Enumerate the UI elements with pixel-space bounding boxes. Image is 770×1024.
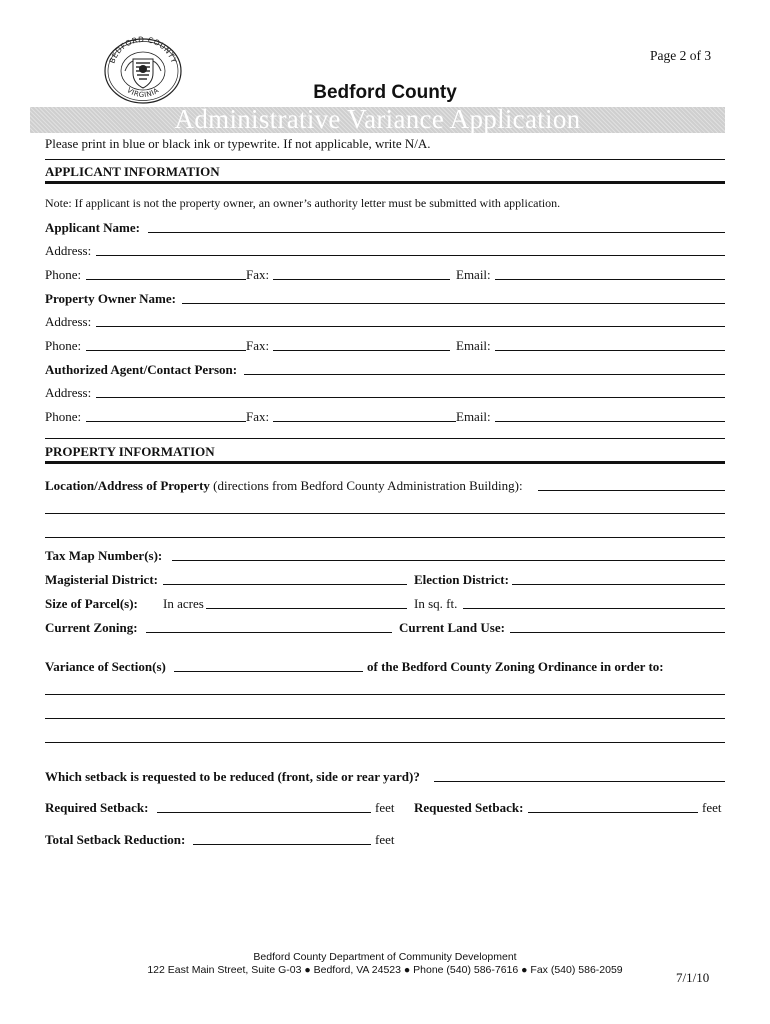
applicant-address-label: Address:: [45, 243, 92, 258]
current-land-use-field[interactable]: [510, 632, 725, 633]
parcel-sqft-field[interactable]: [463, 608, 725, 609]
required-setback-field[interactable]: [157, 812, 371, 813]
owner-fax-label: Fax:: [246, 338, 270, 353]
owner-name-label: Property Owner Name:: [45, 291, 176, 306]
variance-purpose-line-2[interactable]: [45, 718, 725, 719]
variance-purpose-line-1[interactable]: [45, 694, 725, 695]
owner-letter-note: Note: If applicant is not the property owner, an owner’s authority letter must be submitted with application.: [45, 196, 561, 210]
current-zoning-field[interactable]: [146, 632, 392, 633]
required-setback-label: Required Setback:: [45, 800, 149, 815]
page-number: Page 2 of 3: [650, 48, 712, 63]
divider: [45, 159, 725, 160]
agent-name-field[interactable]: [244, 374, 725, 375]
county-name: Bedford County: [313, 82, 457, 103]
agent-fax-label: Fax:: [246, 409, 270, 424]
agent-name-label: Authorized Agent/Contact Person:: [45, 362, 238, 377]
agent-address-field[interactable]: [96, 397, 725, 398]
section-title-applicant: APPLICANT INFORMATION: [45, 164, 220, 179]
divider: [45, 438, 725, 439]
zoning-ordinance-label: of the Bedford County Zoning Ordinance in order to:: [367, 659, 664, 674]
footer-department: Bedford County Department of Community Development: [253, 951, 517, 963]
election-district-field[interactable]: [512, 584, 725, 585]
applicant-email-field[interactable]: [495, 279, 725, 280]
section-title-property: PROPERTY INFORMATION: [45, 444, 215, 459]
applicant-fax-label: Fax:: [246, 267, 270, 282]
location-label-directions: (directions from Bedford County Administration Building):: [209, 478, 523, 493]
tax-map-field[interactable]: [172, 560, 725, 561]
election-district-label: Election District:: [414, 572, 509, 587]
parcel-size-label: Size of Parcel(s):: [45, 596, 138, 611]
current-land-use-label: Current Land Use:: [399, 620, 505, 635]
location-label-bold: Location/Address of Property: [45, 478, 210, 493]
required-setback-unit: feet: [375, 800, 395, 815]
requested-setback-field[interactable]: [528, 812, 698, 813]
requested-setback-label: Requested Setback:: [414, 800, 524, 815]
owner-address-field[interactable]: [96, 326, 725, 327]
location-label: [45, 478, 523, 493]
agent-email-field[interactable]: [495, 421, 725, 422]
agent-phone-label: Phone:: [45, 409, 82, 424]
agent-fax-field[interactable]: [273, 421, 456, 422]
owner-fax-field[interactable]: [273, 350, 450, 351]
location-field-line-2[interactable]: [45, 513, 725, 514]
applicant-address-field[interactable]: [96, 255, 725, 256]
applicant-fax-field[interactable]: [273, 279, 450, 280]
in-sqft-label: In sq. ft.: [414, 596, 458, 611]
applicant-name-label: Applicant Name:: [45, 220, 140, 235]
agent-email-label: Email:: [456, 409, 491, 424]
owner-phone-label: Phone:: [45, 338, 82, 353]
owner-email-field[interactable]: [495, 350, 725, 351]
variance-section-label: Variance of Section(s): [45, 659, 166, 674]
location-field-line-3[interactable]: [45, 537, 725, 538]
variance-section-field[interactable]: [174, 671, 363, 672]
owner-phone-field[interactable]: [86, 350, 246, 351]
applicant-phone-field[interactable]: [86, 279, 246, 280]
setback-question-label: Which setback is requested to be reduced (front, side or rear yard)?: [45, 769, 420, 784]
parcel-acres-field[interactable]: [206, 608, 407, 609]
form-title: Administrative Variance Application: [174, 104, 581, 134]
svg-text:BEDFORD COUNTY: BEDFORD COUNTY: [107, 35, 179, 65]
tax-map-label: Tax Map Number(s):: [45, 548, 163, 563]
owner-name-field[interactable]: [182, 303, 725, 304]
owner-email-label: Email:: [456, 338, 491, 353]
applicant-phone-label: Phone:: [45, 267, 82, 282]
svg-text:VIRGINIA: VIRGINIA: [125, 86, 161, 100]
title-bar: [30, 104, 725, 134]
agent-address-label: Address:: [45, 385, 92, 400]
total-reduction-field[interactable]: [193, 844, 371, 845]
current-zoning-label: Current Zoning:: [45, 620, 138, 635]
variance-purpose-line-3[interactable]: [45, 742, 725, 743]
agent-phone-field[interactable]: [86, 421, 246, 422]
owner-address-label: Address:: [45, 314, 92, 329]
setback-yard-field[interactable]: [434, 781, 725, 782]
divider: [45, 461, 725, 464]
total-reduction-unit: feet: [375, 832, 395, 847]
instructions: Please print in blue or black ink or typewrite. If not applicable, write N/A.: [45, 136, 431, 151]
footer-address: 122 East Main Street, Suite G-03 ● Bedford, VA 24523 ● Phone (540) 586-7616 ● Fax (540) 586-2059: [147, 964, 623, 976]
revision-date: 7/1/10: [676, 970, 710, 985]
location-field[interactable]: [538, 490, 725, 491]
total-reduction-label: Total Setback Reduction:: [45, 832, 186, 847]
magisterial-district-label: Magisterial District:: [45, 572, 158, 587]
applicant-name-field[interactable]: [148, 232, 725, 233]
magisterial-district-field[interactable]: [163, 584, 407, 585]
applicant-email-label: Email:: [456, 267, 491, 282]
divider: [45, 181, 725, 184]
requested-setback-unit: feet: [702, 800, 722, 815]
in-acres-label: In acres: [163, 596, 204, 611]
